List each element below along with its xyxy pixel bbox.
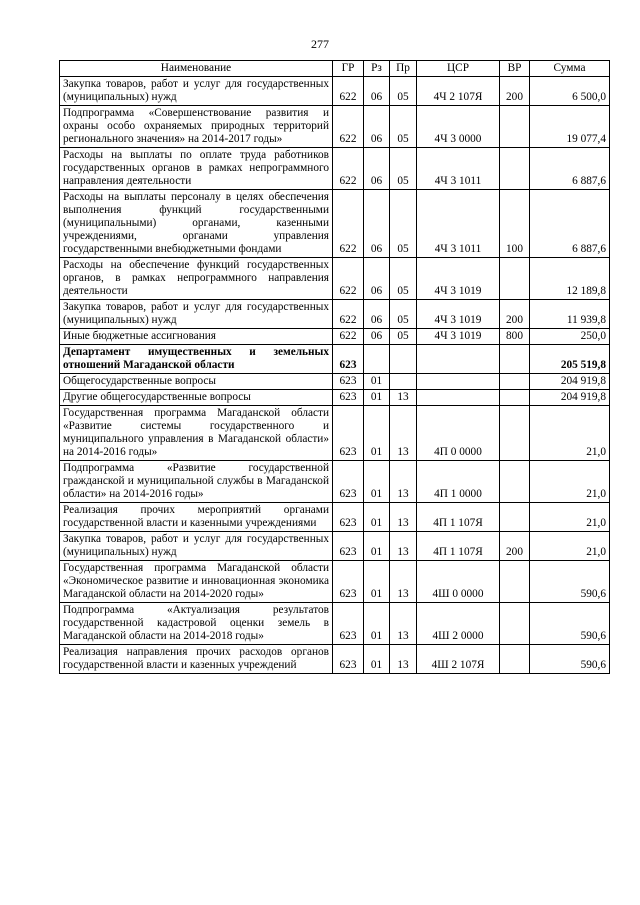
cell-sum: 204 919,8 bbox=[530, 390, 610, 406]
cell-vr: 200 bbox=[500, 77, 530, 106]
cell-gr: 622 bbox=[333, 329, 364, 345]
cell-sum: 250,0 bbox=[530, 329, 610, 345]
cell-pr: 13 bbox=[390, 461, 417, 503]
cell-csr bbox=[417, 345, 500, 374]
cell-csr: 4Ч 3 1011 bbox=[417, 190, 500, 258]
cell-pr: 05 bbox=[390, 190, 417, 258]
cell-rz: 01 bbox=[364, 561, 390, 603]
cell-pr: 13 bbox=[390, 532, 417, 561]
header-sum: Сумма bbox=[530, 61, 610, 77]
table-row bbox=[60, 390, 610, 406]
cell-vr bbox=[500, 461, 530, 503]
cell-rz: 01 bbox=[364, 503, 390, 532]
cell-vr: 200 bbox=[500, 300, 530, 329]
cell-vr: 200 bbox=[500, 532, 530, 561]
cell-csr bbox=[417, 390, 500, 406]
table-row bbox=[60, 329, 610, 345]
cell-gr: 622 bbox=[333, 258, 364, 300]
cell-pr: 13 bbox=[390, 645, 417, 674]
cell-gr: 623 bbox=[333, 532, 364, 561]
cell-vr: 100 bbox=[500, 190, 530, 258]
table-row bbox=[60, 258, 610, 300]
cell-gr: 623 bbox=[333, 561, 364, 603]
table-row bbox=[60, 532, 610, 561]
cell-pr: 13 bbox=[390, 503, 417, 532]
cell-sum: 11 939,8 bbox=[530, 300, 610, 329]
cell-vr bbox=[500, 406, 530, 461]
table-row bbox=[60, 190, 610, 258]
cell-gr: 623 bbox=[333, 345, 364, 374]
cell-name: Подпрограмма «Совершенствование развития и охраны особо охраняемых природных территорий регионального значения» на 2014-2017 годы» bbox=[60, 106, 333, 148]
table-row bbox=[60, 106, 610, 148]
cell-vr bbox=[500, 390, 530, 406]
cell-rz: 01 bbox=[364, 406, 390, 461]
table-row bbox=[60, 300, 610, 329]
cell-rz: 01 bbox=[364, 461, 390, 503]
cell-rz: 06 bbox=[364, 148, 390, 190]
header-pr: Пр bbox=[390, 61, 417, 77]
cell-sum: 19 077,4 bbox=[530, 106, 610, 148]
cell-gr: 622 bbox=[333, 190, 364, 258]
cell-gr: 622 bbox=[333, 148, 364, 190]
cell-name: Государственная программа Магаданской области «Развитие системы государственного и муниципального управления в Магаданской области» на 2014-2016 годы» bbox=[60, 406, 333, 461]
cell-gr: 622 bbox=[333, 77, 364, 106]
cell-csr: 4Ч 3 0000 bbox=[417, 106, 500, 148]
cell-sum: 205 519,8 bbox=[530, 345, 610, 374]
cell-name: Расходы на выплаты по оплате труда работников государственных органов в рамках непрограммного направления деятельности bbox=[60, 148, 333, 190]
cell-csr: 4Ч 2 107Я bbox=[417, 77, 500, 106]
cell-csr: 4Ч 3 1019 bbox=[417, 258, 500, 300]
cell-rz: 06 bbox=[364, 190, 390, 258]
table-row bbox=[60, 603, 610, 645]
cell-name: Реализация прочих мероприятий органами государственной власти и казенными учреждениями bbox=[60, 503, 333, 532]
cell-pr: 05 bbox=[390, 148, 417, 190]
cell-name: Подпрограмма «Развитие государственной гражданской и муниципальной службы в Магаданской области» на 2014-2016 годы» bbox=[60, 461, 333, 503]
cell-rz: 01 bbox=[364, 390, 390, 406]
table-header-row bbox=[60, 61, 610, 77]
cell-name: Департамент имущественных и земельных отношений Магаданской области bbox=[60, 345, 333, 374]
table-row bbox=[60, 148, 610, 190]
cell-gr: 622 bbox=[333, 106, 364, 148]
cell-csr: 4П 0 0000 bbox=[417, 406, 500, 461]
cell-vr bbox=[500, 603, 530, 645]
cell-name: Государственная программа Магаданской области «Экономическое развитие и инновационная экономика Магаданской области на 2014-2020 годы» bbox=[60, 561, 333, 603]
cell-csr: 4Ш 0 0000 bbox=[417, 561, 500, 603]
cell-csr: 4Ч 3 1019 bbox=[417, 329, 500, 345]
cell-gr: 622 bbox=[333, 300, 364, 329]
cell-pr: 13 bbox=[390, 390, 417, 406]
cell-name: Расходы на выплаты персоналу в целях обеспечения выполнения функций государственными (муниципальными) органами, казенными учреждениями, органами управления государственными внебюджетными фондами bbox=[60, 190, 333, 258]
cell-pr bbox=[390, 374, 417, 390]
cell-sum: 204 919,8 bbox=[530, 374, 610, 390]
cell-pr: 13 bbox=[390, 406, 417, 461]
cell-vr bbox=[500, 503, 530, 532]
cell-gr: 623 bbox=[333, 390, 364, 406]
header-csr: ЦСР bbox=[417, 61, 500, 77]
cell-gr: 623 bbox=[333, 645, 364, 674]
header-rz: Рз bbox=[364, 61, 390, 77]
table-row bbox=[60, 345, 610, 374]
cell-csr: 4П 1 107Я bbox=[417, 532, 500, 561]
cell-vr bbox=[500, 345, 530, 374]
cell-name: Подпрограмма «Актуализация результатов государственной кадастровой оценки земель в Магаданской области на 2014-2018 годы» bbox=[60, 603, 333, 645]
cell-sum: 6 887,6 bbox=[530, 190, 610, 258]
cell-csr: 4П 1 107Я bbox=[417, 503, 500, 532]
cell-sum: 6 500,0 bbox=[530, 77, 610, 106]
cell-gr: 623 bbox=[333, 406, 364, 461]
cell-sum: 590,6 bbox=[530, 645, 610, 674]
cell-pr bbox=[390, 345, 417, 374]
cell-csr: 4Ч 3 1011 bbox=[417, 148, 500, 190]
table-row bbox=[60, 77, 610, 106]
cell-pr: 05 bbox=[390, 300, 417, 329]
cell-name: Закупка товаров, работ и услуг для государственных (муниципальных) нужд bbox=[60, 300, 333, 329]
header-name: Наименование bbox=[60, 61, 333, 77]
header-vr: ВР bbox=[500, 61, 530, 77]
cell-gr: 623 bbox=[333, 461, 364, 503]
cell-vr bbox=[500, 258, 530, 300]
cell-vr bbox=[500, 645, 530, 674]
header-gr: ГР bbox=[333, 61, 364, 77]
cell-vr: 800 bbox=[500, 329, 530, 345]
cell-name: Иные бюджетные ассигнования bbox=[60, 329, 333, 345]
cell-name: Общегосударственные вопросы bbox=[60, 374, 333, 390]
cell-sum: 21,0 bbox=[530, 406, 610, 461]
cell-vr bbox=[500, 561, 530, 603]
cell-pr: 13 bbox=[390, 603, 417, 645]
cell-name: Закупка товаров, работ и услуг для государственных (муниципальных) нужд bbox=[60, 77, 333, 106]
cell-pr: 05 bbox=[390, 258, 417, 300]
cell-name: Расходы на обеспечение функций государственных органов, в рамках непрограммного направления деятельности bbox=[60, 258, 333, 300]
cell-csr: 4Ш 2 107Я bbox=[417, 645, 500, 674]
cell-pr: 05 bbox=[390, 77, 417, 106]
cell-sum: 21,0 bbox=[530, 503, 610, 532]
cell-sum: 590,6 bbox=[530, 561, 610, 603]
cell-name: Другие общегосударственные вопросы bbox=[60, 390, 333, 406]
cell-rz: 06 bbox=[364, 77, 390, 106]
table-row bbox=[60, 561, 610, 603]
cell-vr bbox=[500, 374, 530, 390]
table-row bbox=[60, 645, 610, 674]
cell-csr: 4П 1 0000 bbox=[417, 461, 500, 503]
cell-rz: 01 bbox=[364, 374, 390, 390]
cell-rz: 06 bbox=[364, 106, 390, 148]
table-row bbox=[60, 374, 610, 390]
cell-sum: 21,0 bbox=[530, 461, 610, 503]
cell-rz: 06 bbox=[364, 329, 390, 345]
cell-rz: 06 bbox=[364, 300, 390, 329]
budget-table bbox=[59, 60, 610, 674]
cell-pr: 05 bbox=[390, 329, 417, 345]
cell-rz: 06 bbox=[364, 258, 390, 300]
cell-pr: 13 bbox=[390, 561, 417, 603]
cell-rz: 01 bbox=[364, 603, 390, 645]
cell-gr: 623 bbox=[333, 603, 364, 645]
cell-rz bbox=[364, 345, 390, 374]
cell-csr bbox=[417, 374, 500, 390]
cell-csr: 4Ш 2 0000 bbox=[417, 603, 500, 645]
table-row bbox=[60, 461, 610, 503]
cell-sum: 6 887,6 bbox=[530, 148, 610, 190]
cell-sum: 12 189,8 bbox=[530, 258, 610, 300]
cell-rz: 01 bbox=[364, 532, 390, 561]
cell-vr bbox=[500, 148, 530, 190]
cell-vr bbox=[500, 106, 530, 148]
table-row bbox=[60, 406, 610, 461]
cell-gr: 623 bbox=[333, 374, 364, 390]
table-row bbox=[60, 503, 610, 532]
cell-rz: 01 bbox=[364, 645, 390, 674]
cell-name: Реализация направления прочих расходов органов государственной власти и казенных учреждений bbox=[60, 645, 333, 674]
cell-pr: 05 bbox=[390, 106, 417, 148]
cell-gr: 623 bbox=[333, 503, 364, 532]
cell-sum: 590,6 bbox=[530, 603, 610, 645]
cell-name: Закупка товаров, работ и услуг для государственных (муниципальных) нужд bbox=[60, 532, 333, 561]
cell-sum: 21,0 bbox=[530, 532, 610, 561]
page-number: 277 bbox=[311, 37, 329, 51]
cell-csr: 4Ч 3 1019 bbox=[417, 300, 500, 329]
